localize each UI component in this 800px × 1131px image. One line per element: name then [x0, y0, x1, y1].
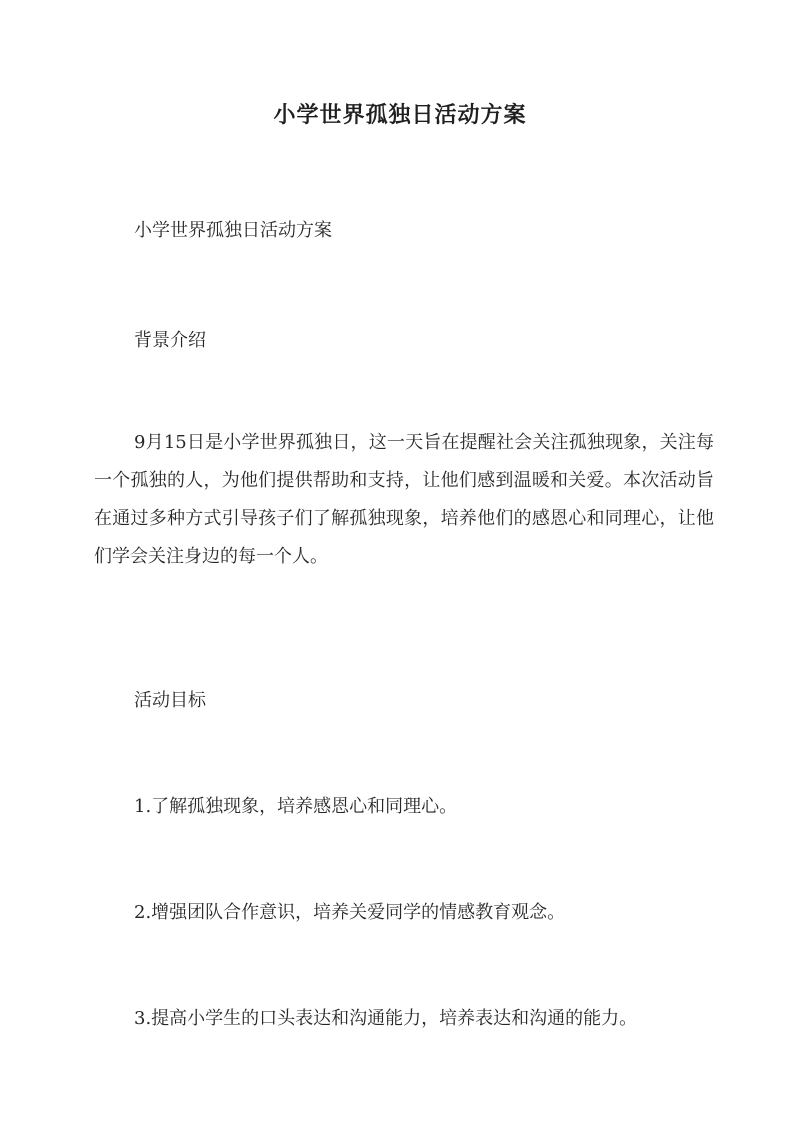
- goal-item-2: 2.增强团队合作意识，培养关爱同学的情感教育观念。: [134, 902, 566, 923]
- goal-item-1: 1.了解孤独现象，培养感恩心和同理心。: [134, 796, 458, 817]
- document-subtitle: 小学世界孤独日活动方案: [134, 220, 332, 241]
- section-heading-goals: 活动目标: [134, 690, 206, 711]
- section-heading-background: 背景介绍: [134, 330, 206, 351]
- background-paragraph: 9月15日是小学世界孤独日，这一天旨在提醒社会关注孤独现象，关注每一个孤独的人，为他们提供帮助和支持，让他们感到温暖和关爱。本次活动旨在通过多种方式引导孩子们了解孤独现象，培养他们的感恩心和同理心，让他们学会关注身边的每一个人。: [94, 432, 714, 567]
- document-title: 小学世界孤独日活动方案: [273, 102, 527, 128]
- goal-item-3: 3.提高小学生的口头表达和沟通能力，培养表达和沟通的能力。: [134, 1008, 638, 1029]
